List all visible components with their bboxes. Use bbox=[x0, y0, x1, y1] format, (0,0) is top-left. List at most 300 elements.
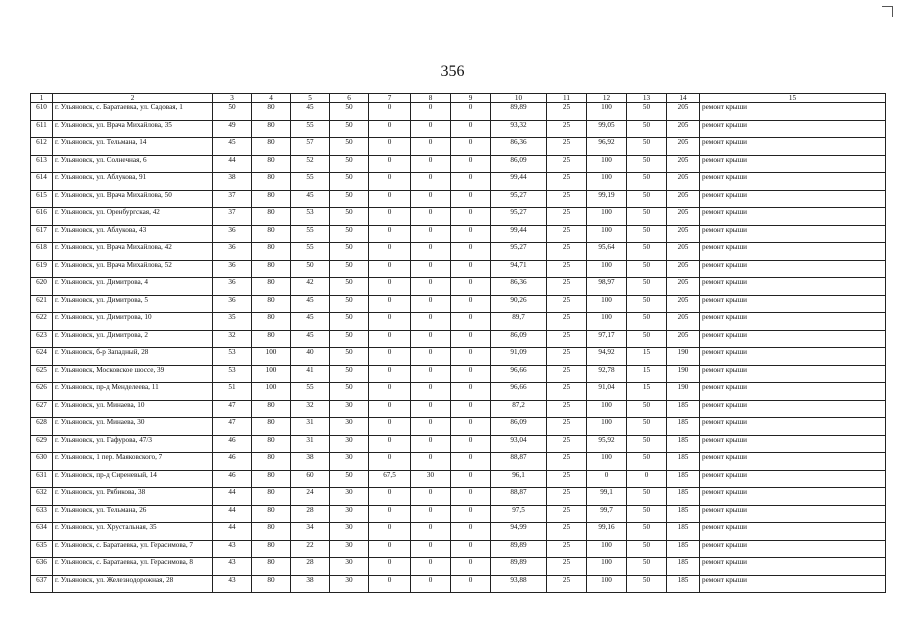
table-row bbox=[31, 243, 886, 261]
table-cell: 80 bbox=[252, 540, 291, 558]
address-cell: г. Ульяновск, пр-д Сиреневый, 14 bbox=[53, 470, 213, 488]
table-row bbox=[31, 295, 886, 313]
table-cell: 89,89 bbox=[491, 558, 547, 576]
address-cell: г. Ульяновск, ул. Тельмана, 14 bbox=[53, 138, 213, 156]
table-cell: 0 bbox=[369, 313, 411, 331]
table-cell: 50 bbox=[627, 540, 667, 558]
table-cell: 205 bbox=[667, 295, 700, 313]
table-cell: 628 bbox=[31, 418, 53, 436]
header-cell: 6 bbox=[330, 94, 369, 103]
table-cell: 190 bbox=[667, 348, 700, 366]
table-cell: 185 bbox=[667, 575, 700, 593]
table-cell: 50 bbox=[330, 138, 369, 156]
table-cell: 91,04 bbox=[587, 383, 627, 401]
table-cell: 620 bbox=[31, 278, 53, 296]
work-type-cell: ремонт крыши bbox=[700, 103, 886, 121]
table-cell: 25 bbox=[547, 488, 587, 506]
table-cell: 0 bbox=[411, 138, 451, 156]
table-cell: 55 bbox=[291, 225, 330, 243]
work-type-cell: ремонт крыши bbox=[700, 190, 886, 208]
table-cell: 97,5 bbox=[491, 505, 547, 523]
address-cell: г. Ульяновск, ул. Врача Михайлова, 52 bbox=[53, 260, 213, 278]
address-cell: г. Ульяновск, ул. Минаева, 30 bbox=[53, 418, 213, 436]
table-cell: 50 bbox=[330, 243, 369, 261]
table-cell: 50 bbox=[330, 260, 369, 278]
table-cell: 30 bbox=[411, 470, 451, 488]
table-cell: 80 bbox=[252, 260, 291, 278]
table-cell: 50 bbox=[330, 365, 369, 383]
address-cell: г. Ульяновск, ул. Гафурова, 47/3 bbox=[53, 435, 213, 453]
table-cell: 626 bbox=[31, 383, 53, 401]
table-cell: 205 bbox=[667, 103, 700, 121]
table-row bbox=[31, 435, 886, 453]
table-row bbox=[31, 488, 886, 506]
table-cell: 185 bbox=[667, 540, 700, 558]
work-type-cell: ремонт крыши bbox=[700, 295, 886, 313]
table-cell: 25 bbox=[547, 138, 587, 156]
table-cell: 94,71 bbox=[491, 260, 547, 278]
table-cell: 614 bbox=[31, 173, 53, 191]
table-cell: 0 bbox=[451, 313, 491, 331]
header-cell: 11 bbox=[547, 94, 587, 103]
table-cell: 0 bbox=[451, 470, 491, 488]
address-cell: г. Ульяновск, с. Баратаевка, ул. Герасимова, 8 bbox=[53, 558, 213, 576]
table-cell: 99,19 bbox=[587, 190, 627, 208]
table-cell: 95,27 bbox=[491, 243, 547, 261]
table-cell: 80 bbox=[252, 278, 291, 296]
table-cell: 49 bbox=[213, 120, 252, 138]
table-cell: 0 bbox=[411, 120, 451, 138]
address-cell: г. Ульяновск, с. Баратаевка, ул. Герасимова, 7 bbox=[53, 540, 213, 558]
table-row bbox=[31, 540, 886, 558]
table-cell: 0 bbox=[411, 383, 451, 401]
table-cell: 185 bbox=[667, 400, 700, 418]
table-cell: 100 bbox=[587, 173, 627, 191]
table-cell: 0 bbox=[451, 155, 491, 173]
table-cell: 30 bbox=[330, 523, 369, 541]
table-cell: 52 bbox=[291, 155, 330, 173]
table-cell: 95,27 bbox=[491, 208, 547, 226]
table-cell: 633 bbox=[31, 505, 53, 523]
work-type-cell: ремонт крыши bbox=[700, 173, 886, 191]
table-cell: 25 bbox=[547, 295, 587, 313]
table-cell: 28 bbox=[291, 558, 330, 576]
table-cell: 617 bbox=[31, 225, 53, 243]
table-cell: 0 bbox=[369, 435, 411, 453]
table-cell: 99,44 bbox=[491, 225, 547, 243]
table-cell: 185 bbox=[667, 470, 700, 488]
table-cell: 50 bbox=[330, 348, 369, 366]
table-cell: 50 bbox=[330, 295, 369, 313]
table-cell: 0 bbox=[411, 155, 451, 173]
table-cell: 80 bbox=[252, 418, 291, 436]
table-row bbox=[31, 523, 886, 541]
table-cell: 0 bbox=[451, 540, 491, 558]
table-row bbox=[31, 190, 886, 208]
header-cell: 1 bbox=[31, 94, 53, 103]
table-cell: 0 bbox=[451, 453, 491, 471]
table-cell: 190 bbox=[667, 365, 700, 383]
table-cell: 185 bbox=[667, 435, 700, 453]
table-cell: 0 bbox=[451, 173, 491, 191]
table-cell: 0 bbox=[369, 330, 411, 348]
work-type-cell: ремонт крыши bbox=[700, 540, 886, 558]
table-cell: 40 bbox=[291, 348, 330, 366]
table-cell: 94,99 bbox=[491, 523, 547, 541]
table-cell: 25 bbox=[547, 260, 587, 278]
table-cell: 93,32 bbox=[491, 120, 547, 138]
table-cell: 185 bbox=[667, 488, 700, 506]
work-type-cell: ремонт крыши bbox=[700, 453, 886, 471]
table-cell: 0 bbox=[369, 278, 411, 296]
table-cell: 50 bbox=[330, 120, 369, 138]
table-row bbox=[31, 505, 886, 523]
work-type-cell: ремонт крыши bbox=[700, 313, 886, 331]
table-cell: 100 bbox=[587, 400, 627, 418]
table-cell: 89,7 bbox=[491, 313, 547, 331]
table-cell: 50 bbox=[627, 155, 667, 173]
table-cell: 86,09 bbox=[491, 330, 547, 348]
table-cell: 0 bbox=[369, 540, 411, 558]
table-cell: 0 bbox=[369, 225, 411, 243]
table-cell: 0 bbox=[369, 295, 411, 313]
table-cell: 90,26 bbox=[491, 295, 547, 313]
table-cell: 50 bbox=[627, 523, 667, 541]
table-cell: 0 bbox=[451, 383, 491, 401]
table-cell: 618 bbox=[31, 243, 53, 261]
table-cell: 50 bbox=[627, 260, 667, 278]
table-cell: 37 bbox=[213, 190, 252, 208]
table-cell: 0 bbox=[411, 208, 451, 226]
table-cell: 0 bbox=[411, 243, 451, 261]
table-cell: 0 bbox=[451, 348, 491, 366]
address-cell: г. Ульяновск, ул. Врача Михайлова, 50 bbox=[53, 190, 213, 208]
address-cell: г. Ульяновск, ул. Димитрова, 5 bbox=[53, 295, 213, 313]
table-cell: 635 bbox=[31, 540, 53, 558]
table-cell: 632 bbox=[31, 488, 53, 506]
table-cell: 30 bbox=[330, 435, 369, 453]
table-cell: 86,36 bbox=[491, 278, 547, 296]
header-cell: 9 bbox=[451, 94, 491, 103]
table-cell: 0 bbox=[369, 260, 411, 278]
table-cell: 622 bbox=[31, 313, 53, 331]
table-cell: 50 bbox=[330, 470, 369, 488]
table-cell: 0 bbox=[451, 418, 491, 436]
table-cell: 205 bbox=[667, 173, 700, 191]
page-number: 356 bbox=[440, 63, 465, 80]
table-cell: 80 bbox=[252, 558, 291, 576]
address-cell: г. Ульяновск, ул. Аблукова, 91 bbox=[53, 173, 213, 191]
header-cell: 4 bbox=[252, 94, 291, 103]
corner-mark bbox=[882, 6, 893, 17]
table-cell: 205 bbox=[667, 260, 700, 278]
table-cell: 80 bbox=[252, 208, 291, 226]
table-cell: 621 bbox=[31, 295, 53, 313]
table-cell: 80 bbox=[252, 138, 291, 156]
table-cell: 25 bbox=[547, 418, 587, 436]
table-cell: 42 bbox=[291, 278, 330, 296]
table-cell: 25 bbox=[547, 523, 587, 541]
table-row bbox=[31, 575, 886, 593]
table-cell: 88,87 bbox=[491, 453, 547, 471]
table-cell: 0 bbox=[411, 313, 451, 331]
table-cell: 99,1 bbox=[587, 488, 627, 506]
table-cell: 616 bbox=[31, 208, 53, 226]
address-cell: г. Ульяновск, ул. Железнодорожная, 28 bbox=[53, 575, 213, 593]
data-table bbox=[30, 93, 886, 593]
work-type-cell: ремонт крыши bbox=[700, 225, 886, 243]
table-cell: 0 bbox=[411, 540, 451, 558]
table-cell: 30 bbox=[330, 400, 369, 418]
table-cell: 30 bbox=[330, 488, 369, 506]
table-cell: 25 bbox=[547, 278, 587, 296]
work-type-cell: ремонт крыши bbox=[700, 278, 886, 296]
header-cell: 8 bbox=[411, 94, 451, 103]
table-cell: 50 bbox=[627, 575, 667, 593]
table-cell: 80 bbox=[252, 173, 291, 191]
table-cell: 637 bbox=[31, 575, 53, 593]
table-cell: 205 bbox=[667, 155, 700, 173]
table-cell: 25 bbox=[547, 173, 587, 191]
table-cell: 25 bbox=[547, 453, 587, 471]
table-cell: 0 bbox=[369, 173, 411, 191]
table-row bbox=[31, 383, 886, 401]
table-cell: 80 bbox=[252, 400, 291, 418]
table-cell: 100 bbox=[587, 540, 627, 558]
table-cell: 0 bbox=[369, 103, 411, 121]
table-cell: 50 bbox=[627, 505, 667, 523]
table-cell: 0 bbox=[587, 470, 627, 488]
table-cell: 50 bbox=[627, 208, 667, 226]
address-cell: г. Ульяновск, Московское шоссе, 39 bbox=[53, 365, 213, 383]
table-cell: 36 bbox=[213, 295, 252, 313]
table-cell: 53 bbox=[291, 208, 330, 226]
table-cell: 41 bbox=[291, 365, 330, 383]
table-row bbox=[31, 418, 886, 436]
table-cell: 32 bbox=[291, 400, 330, 418]
table-cell: 25 bbox=[547, 103, 587, 121]
address-cell: г. Ульяновск, ул. Димитрова, 10 bbox=[53, 313, 213, 331]
work-type-cell: ремонт крыши bbox=[700, 418, 886, 436]
work-type-cell: ремонт крыши bbox=[700, 400, 886, 418]
header-cell: 5 bbox=[291, 94, 330, 103]
table-cell: 99,44 bbox=[491, 173, 547, 191]
header-cell: 10 bbox=[491, 94, 547, 103]
table-cell: 0 bbox=[451, 225, 491, 243]
table-cell: 86,09 bbox=[491, 155, 547, 173]
table-cell: 25 bbox=[547, 575, 587, 593]
table-cell: 100 bbox=[587, 558, 627, 576]
header-cell: 14 bbox=[667, 94, 700, 103]
table-cell: 0 bbox=[411, 190, 451, 208]
table-cell: 205 bbox=[667, 190, 700, 208]
table-cell: 50 bbox=[330, 383, 369, 401]
table-cell: 0 bbox=[369, 243, 411, 261]
work-type-cell: ремонт крыши bbox=[700, 365, 886, 383]
table-cell: 99,16 bbox=[587, 523, 627, 541]
table-cell: 100 bbox=[587, 208, 627, 226]
table-cell: 100 bbox=[587, 260, 627, 278]
table-cell: 30 bbox=[330, 540, 369, 558]
table-row bbox=[31, 103, 886, 121]
table-cell: 44 bbox=[213, 505, 252, 523]
table-cell: 205 bbox=[667, 120, 700, 138]
table-cell: 45 bbox=[291, 313, 330, 331]
table-cell: 50 bbox=[627, 120, 667, 138]
table-cell: 43 bbox=[213, 575, 252, 593]
table-cell: 50 bbox=[627, 225, 667, 243]
table-cell: 0 bbox=[369, 453, 411, 471]
table-cell: 0 bbox=[411, 523, 451, 541]
table-cell: 80 bbox=[252, 330, 291, 348]
table-cell: 80 bbox=[252, 313, 291, 331]
table-cell: 91,09 bbox=[491, 348, 547, 366]
address-cell: г. Ульяновск, 1 пер. Маяковского, 7 bbox=[53, 453, 213, 471]
table-cell: 36 bbox=[213, 278, 252, 296]
table-cell: 0 bbox=[411, 575, 451, 593]
table-cell: 0 bbox=[369, 523, 411, 541]
table-cell: 45 bbox=[213, 138, 252, 156]
table-cell: 46 bbox=[213, 470, 252, 488]
address-cell: г. Ульяновск, ул. Минаева, 10 bbox=[53, 400, 213, 418]
table-cell: 67,5 bbox=[369, 470, 411, 488]
table-cell: 99,05 bbox=[587, 120, 627, 138]
table-cell: 25 bbox=[547, 383, 587, 401]
address-cell: г. Ульяновск, ул. Хрустальная, 35 bbox=[53, 523, 213, 541]
table-cell: 185 bbox=[667, 523, 700, 541]
table-cell: 0 bbox=[411, 348, 451, 366]
table-cell: 93,88 bbox=[491, 575, 547, 593]
table-cell: 25 bbox=[547, 365, 587, 383]
table-cell: 0 bbox=[369, 558, 411, 576]
table-row bbox=[31, 400, 886, 418]
table-cell: 25 bbox=[547, 155, 587, 173]
address-cell: г. Ульяновск, пр-д Менделеева, 11 bbox=[53, 383, 213, 401]
table-cell: 25 bbox=[547, 330, 587, 348]
table-cell: 37 bbox=[213, 208, 252, 226]
table-cell: 0 bbox=[369, 208, 411, 226]
table-cell: 25 bbox=[547, 190, 587, 208]
table-cell: 46 bbox=[213, 435, 252, 453]
table-cell: 50 bbox=[627, 295, 667, 313]
table-cell: 25 bbox=[547, 505, 587, 523]
table-cell: 636 bbox=[31, 558, 53, 576]
table-cell: 80 bbox=[252, 295, 291, 313]
table-cell: 50 bbox=[627, 313, 667, 331]
table-cell: 0 bbox=[451, 190, 491, 208]
table-cell: 631 bbox=[31, 470, 53, 488]
table-cell: 80 bbox=[252, 103, 291, 121]
table-cell: 55 bbox=[291, 120, 330, 138]
table-cell: 185 bbox=[667, 418, 700, 436]
table-cell: 629 bbox=[31, 435, 53, 453]
table-cell: 0 bbox=[369, 400, 411, 418]
table-cell: 44 bbox=[213, 488, 252, 506]
table-cell: 205 bbox=[667, 243, 700, 261]
table-cell: 93,04 bbox=[491, 435, 547, 453]
table-cell: 100 bbox=[587, 313, 627, 331]
table-cell: 50 bbox=[291, 260, 330, 278]
table-cell: 43 bbox=[213, 558, 252, 576]
table-cell: 0 bbox=[369, 348, 411, 366]
table-cell: 80 bbox=[252, 488, 291, 506]
work-type-cell: ремонт крыши bbox=[700, 523, 886, 541]
table-cell: 25 bbox=[547, 120, 587, 138]
address-cell: г. Ульяновск, ул. Рябикова, 38 bbox=[53, 488, 213, 506]
table-cell: 35 bbox=[213, 313, 252, 331]
table-cell: 50 bbox=[627, 103, 667, 121]
table-cell: 50 bbox=[627, 400, 667, 418]
table-cell: 100 bbox=[587, 225, 627, 243]
table-cell: 630 bbox=[31, 453, 53, 471]
table-cell: 50 bbox=[330, 173, 369, 191]
table-cell: 38 bbox=[291, 575, 330, 593]
table-row bbox=[31, 558, 886, 576]
table-cell: 25 bbox=[547, 208, 587, 226]
table-cell: 25 bbox=[547, 243, 587, 261]
table-cell: 0 bbox=[369, 120, 411, 138]
table-cell: 94,92 bbox=[587, 348, 627, 366]
table-cell: 28 bbox=[291, 505, 330, 523]
table-cell: 0 bbox=[411, 435, 451, 453]
table-cell: 36 bbox=[213, 260, 252, 278]
table-cell: 612 bbox=[31, 138, 53, 156]
table-row bbox=[31, 348, 886, 366]
table-cell: 0 bbox=[411, 365, 451, 383]
table-cell: 0 bbox=[451, 330, 491, 348]
table-cell: 613 bbox=[31, 155, 53, 173]
address-cell: г. Ульяновск, ул. Димитрова, 2 bbox=[53, 330, 213, 348]
table-cell: 50 bbox=[627, 190, 667, 208]
table-cell: 205 bbox=[667, 138, 700, 156]
table-cell: 0 bbox=[369, 365, 411, 383]
table-cell: 0 bbox=[411, 173, 451, 191]
table-cell: 627 bbox=[31, 400, 53, 418]
table-cell: 50 bbox=[627, 558, 667, 576]
table-cell: 50 bbox=[330, 313, 369, 331]
work-type-cell: ремонт крыши bbox=[700, 470, 886, 488]
table-cell: 80 bbox=[252, 243, 291, 261]
table-cell: 25 bbox=[547, 400, 587, 418]
table-cell: 80 bbox=[252, 453, 291, 471]
table-cell: 50 bbox=[330, 225, 369, 243]
table-body bbox=[31, 94, 886, 593]
table-cell: 50 bbox=[627, 488, 667, 506]
table-cell: 45 bbox=[291, 330, 330, 348]
table-cell: 205 bbox=[667, 313, 700, 331]
table-row bbox=[31, 260, 886, 278]
table-row bbox=[31, 313, 886, 331]
table-cell: 615 bbox=[31, 190, 53, 208]
table-cell: 15 bbox=[627, 348, 667, 366]
table-cell: 50 bbox=[330, 330, 369, 348]
table-cell: 0 bbox=[451, 558, 491, 576]
table-cell: 95,27 bbox=[491, 190, 547, 208]
table-cell: 30 bbox=[330, 418, 369, 436]
table-cell: 0 bbox=[451, 260, 491, 278]
table-cell: 50 bbox=[330, 208, 369, 226]
table-cell: 100 bbox=[587, 418, 627, 436]
table-cell: 611 bbox=[31, 120, 53, 138]
table-cell: 50 bbox=[627, 435, 667, 453]
table-cell: 36 bbox=[213, 225, 252, 243]
header-cell: 2 bbox=[53, 94, 213, 103]
table-cell: 0 bbox=[369, 190, 411, 208]
table-cell: 89,89 bbox=[491, 103, 547, 121]
address-cell: г. Ульяновск, ул. Димитрова, 4 bbox=[53, 278, 213, 296]
work-type-cell: ремонт крыши bbox=[700, 348, 886, 366]
table-cell: 0 bbox=[451, 243, 491, 261]
